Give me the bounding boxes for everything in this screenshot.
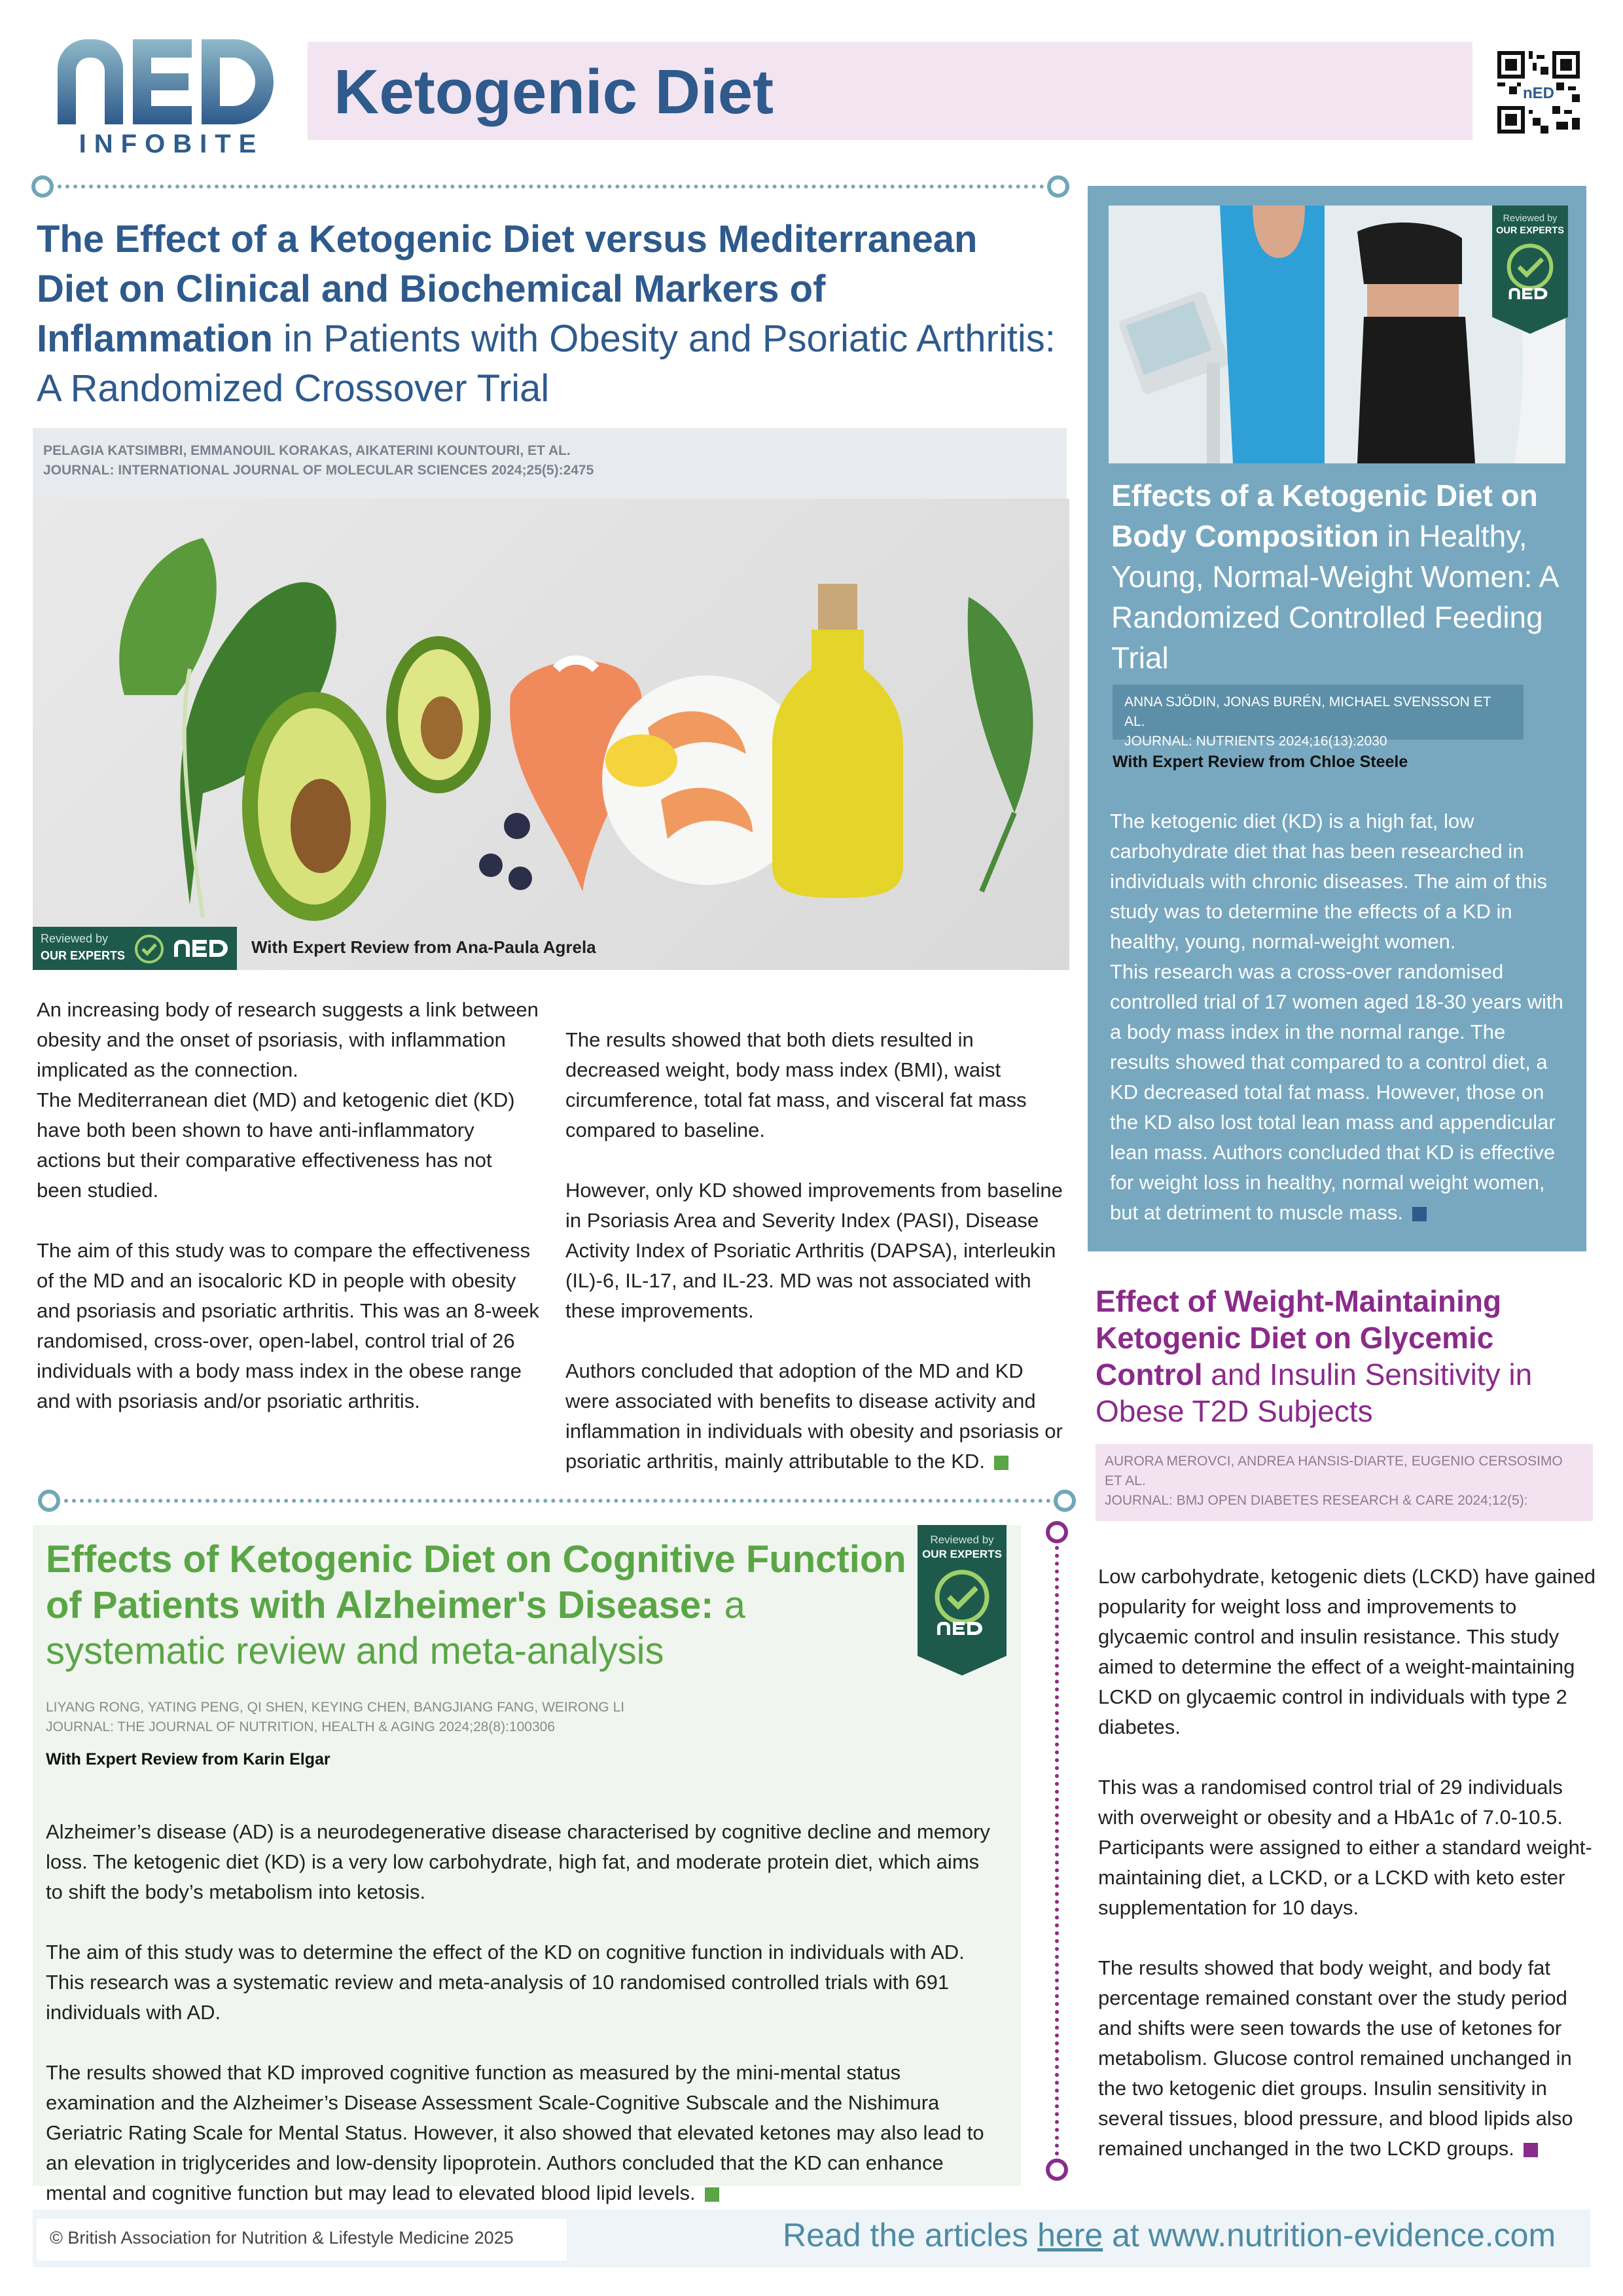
end-mark-icon xyxy=(994,1456,1008,1470)
article3-title-rest: and Insulin Sensitivity in Obese T2D Subjects xyxy=(1096,1357,1533,1428)
article4-title[interactable] xyxy=(46,1537,916,1674)
ned-logo-mark xyxy=(58,39,274,124)
reviewed-ribbon-badge-icon xyxy=(918,1525,1007,1676)
badge-line2: OUR EXPERTS xyxy=(41,949,126,962)
article2-title[interactable] xyxy=(1111,475,1569,678)
title-banner xyxy=(308,42,1472,140)
article3-body xyxy=(1098,1532,1596,2164)
logo-subtitle: INFOBITE xyxy=(79,130,264,158)
divider-ring-right xyxy=(1047,175,1069,198)
ribbon-line2: OUR EXPERTS xyxy=(1496,225,1564,236)
article2-citation xyxy=(1113,685,1524,749)
ned-logo xyxy=(58,39,274,164)
article1-expert-review: With Expert Review from Ana-Paula Agrela xyxy=(251,937,596,957)
check-circle-icon xyxy=(134,933,165,965)
article1-column1: An increasing body of research suggests a link between obesity and the onset of psoriasis, with inflammation implicated as the connection. The Mediterranean diet (MD) and ketogenic diet (KD) have both been shown to have anti-inflammatory actions but their comparative effectiveness has not been studied. The aim of this study was to compare the effectiveness of the MD and an isocaloric KD in people with obesity and psoriasis and psoriatic arthritis. This was an 8-week randomised, cross-over, open-label, control trial of 26 individuals with a body mass index in the obese range and with psoriasis and/or psoriatic arthritis. xyxy=(37,998,539,1412)
ned-mini-logo-icon xyxy=(173,939,229,958)
article2-title-rest: in Healthy, Young, Normal-Weight Women: A Randomized Controlled Feeding Trial xyxy=(1111,519,1558,675)
article3-title[interactable] xyxy=(1096,1283,1593,1429)
article3-title-bold: Effect of Weight-Maintaining Ketogenic Diet on Glycemic Control xyxy=(1096,1284,1502,1391)
article4-title-bold: Effects of Ketogenic Diet on Cognitive Function of Patients with Alzheimer's Disease: xyxy=(46,1538,906,1626)
article4-title-rest: a systematic review and meta-analysis xyxy=(46,1584,745,1672)
article1-journal: JOURNAL: INTERNATIONAL JOURNAL OF MOLECULAR SCIENCES 2024;25(5):2475 xyxy=(43,463,594,478)
divider-ring-left-2 xyxy=(38,1490,60,1512)
article2-body xyxy=(1110,776,1568,1228)
article4-body xyxy=(46,1787,1001,2208)
divider-ring-right-2 xyxy=(1054,1490,1076,1512)
article4-authors: LIYANG RONG, YATING PENG, QI SHEN, KEYING CHEN, BANGJIANG FANG, WEIRONG LI xyxy=(46,1700,625,1715)
qr-code-icon[interactable] xyxy=(1497,51,1580,134)
read-post: at www.nutrition-evidence.com xyxy=(1103,2217,1556,2253)
copyright-notice: © British Association for Nutrition & Lifestyle Medicine 2025 xyxy=(37,2219,567,2261)
article2-expert-review: With Expert Review from Chloe Steele xyxy=(1113,753,1408,771)
article1-column2 xyxy=(565,995,1069,1477)
article3-authors: AURORA MEROVCI, ANDREA HANSIS-DIARTE, EUGENIO CERSOSIMO ET AL. xyxy=(1105,1454,1563,1488)
end-mark-icon xyxy=(705,2187,719,2202)
article1-column2-text: The results showed that both diets resulted in decreased weight, body mass index (BMI), waist circumference, total fat mass, and visceral fat mass compared to baseline. However, only KD showed improvements from baseline in Psoriasis Area and Severity Index (PASI), Disease Activity Index of Psoriatic Arthritis (DAPSA), interleukin (IL)-6, IL-17, and IL-23. MD was not associated with these improvements. Authors concluded that adoption of the MD and KD were associated with benefits to disease activity and inflammation in individuals with obesity and psoriasis or psoriatic arthritis, mainly attributable to the KD. xyxy=(565,1028,1063,1473)
article1-citation xyxy=(33,428,1067,499)
read-pre: Read the articles xyxy=(783,2217,1038,2253)
read-articles-cta xyxy=(783,2216,1556,2254)
article2-journal: JOURNAL: NUTRIENTS 2024;16(13):2030 xyxy=(1124,734,1387,749)
purple-divider-ring-bottom xyxy=(1046,2159,1068,2181)
article2-authors: ANNA SJÖDIN, JONAS BURÉN, MICHAEL SVENSSON ET AL. xyxy=(1124,694,1491,729)
badge-line1: Reviewed by xyxy=(41,932,109,945)
article1-title[interactable] xyxy=(37,215,1058,414)
article4-journal: JOURNAL: THE JOURNAL OF NUTRITION, HEALTH & AGING 2024;28(8):100306 xyxy=(46,1719,556,1734)
article1-authors: PELAGIA KATSIMBRI, EMMANOUIL KORAKAS, AIKATERINI KOUNTOURI, ET AL. xyxy=(43,443,571,458)
article4-expert-review: With Expert Review from Karin Elgar xyxy=(46,1750,330,1768)
ketogenic-food-photo xyxy=(33,499,1069,970)
article3-journal: JOURNAL: BMJ OPEN DIABETES RESEARCH & CARE 2024;12(5): xyxy=(1105,1493,1528,1508)
article4-citation xyxy=(46,1698,897,1737)
ribbon-line1: Reviewed by xyxy=(930,1534,994,1546)
article2-title-bold: Effects of a Ketogenic Diet on Body Composition xyxy=(1111,478,1538,553)
reviewed-ribbon-badge-icon xyxy=(1492,206,1568,334)
end-mark-icon xyxy=(1524,2143,1538,2157)
article1-title-rest: in Patients with Obesity and Psoriatic Arthritis: A Randomized Crossover Trial xyxy=(37,317,1056,410)
ribbon-line2: OUR EXPERTS xyxy=(922,1548,1002,1560)
purple-divider-ring-top xyxy=(1046,1521,1068,1543)
article4-body-text: Alzheimer’s disease (AD) is a neurodegenerative disease characterised by cognitive decline and memory loss. The ketogenic diet (KD) is a very low carbohydrate, high fat, and moderate protein diet, which aims to shift the body’s metabolism into ketosis. The aim of this study was to determine the effect of the KD on cognitive function in individuals with AD. This research was a systematic review and meta-analysis of 10 randomised controlled trials with 691 individuals with AD. The results showed that KD improved cognitive function as measured by the mini-mental status examination and the Alzheimer’s Disease Assessment Scale-Cognitive Subscale and the Nishimura Geriatric Rating Scale for Mental Status. However, it also showed that elevated ketones may also lead to an elevation in triglycerides and low-density lipoprotein. Authors concluded that the KD can enhance mental and cognitive function but may lead to elevated blood lipid levels. xyxy=(46,1820,990,2204)
top-divider xyxy=(58,185,1052,188)
svg-text:nED: nED xyxy=(1523,84,1554,102)
page-title: Ketogenic Diet xyxy=(334,57,774,127)
divider-ring-left xyxy=(31,175,54,198)
article3-body-text: Low carbohydrate, ketogenic diets (LCKD) have gained popularity for weight loss and improvements to glycaemic control and insulin resistance. This study aimed to determine the effect of a weight-maintaining LCKD on glycaemic control in individuals with type 2 diabetes. This was a randomised control trial of 29 individuals with overweight or obesity and a HbA1c of 7.0-10.5. Participants were assigned to either a standard weight-maintaining diet, a LCKD, or a LCKD with keto ester supplementation for 10 days. The results showed that body weight, and body fat percentage remained constant over the study period and shifts were seen towards the use of ketones for metabolism. Glucose control remained unchanged in the two ketogenic diet groups. Insulin sensitivity in several tissues, blood pressure, and blood lipids also remained unchanged in the two LCKD groups. xyxy=(1098,1565,1596,2160)
here-link[interactable]: here xyxy=(1037,2217,1103,2253)
middle-divider xyxy=(64,1499,1059,1503)
article1-title-bold: The Effect of a Ketogenic Diet versus Mediterranean Diet on Clinical and Biochemical Markers of Inflammation xyxy=(37,218,978,360)
end-mark-icon xyxy=(1412,1207,1427,1221)
article3-citation xyxy=(1096,1444,1593,1521)
article2-body-text: The ketogenic diet (KD) is a high fat, low carbohydrate diet that has been researched in individuals with chronic diseases. The aim of this study was to determine the effects of a KD in healthy, young, normal-weight women. This research was a cross-over randomised controlled trial of 17 women aged 18-30 years with a body mass index in the normal range. The results showed that compared to a control diet, a KD decreased total fat mass. However, those on the KD also lost total lean mass and appendicular lean mass. Authors concluded that KD is effective for weight loss in healthy, normal weight women, but at detriment to muscle mass. xyxy=(1110,810,1563,1224)
purple-vertical-divider xyxy=(1055,1546,1059,2156)
ribbon-line1: Reviewed by xyxy=(1503,213,1558,224)
food-illustration xyxy=(33,499,1069,970)
reviewed-by-experts-badge xyxy=(33,927,237,970)
